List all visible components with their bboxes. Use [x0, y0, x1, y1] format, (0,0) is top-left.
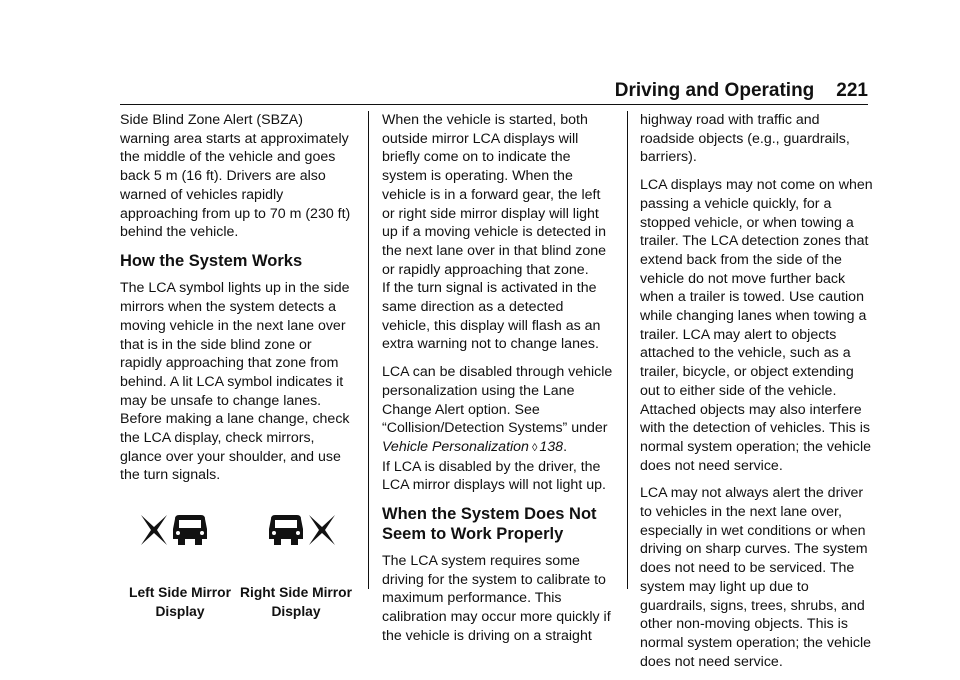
punctuation: . [563, 438, 568, 455]
page-header [615, 80, 868, 102]
page-reference-icon: ◊ [531, 441, 538, 454]
paragraph: LCA displays may not come on when passing a vehicle quickly, for a stopped vehicle, or when towing a trailer. The LCA detection zones that extend back from the side of the vehicle do not move further back when a trailer is towed. Use caution while changing lanes when towing a trailer. LCA may alert to objects attached to the vehicle, such as a trailer, bicycle, or object extending out to either side of the vehicle. Attached objects may also interfere with the detection of vehicles. This is normal system operation; the vehicle does not need service. [640, 177, 873, 474]
paragraph: If LCA is disabled by the driver, the LCA mirror displays will not light up. [382, 458, 606, 494]
heading-system-not-working: When the System Does Not Seem to Work Properly [382, 505, 597, 543]
column-1 [120, 111, 356, 629]
paragraph-text: LCA can be disabled through vehicle personalization using the Lane Change Alert option. See “Collision/Detection Systems” under [382, 364, 613, 437]
paragraph: When the vehicle is started, both outside mirror LCA displays will briefly come on to indicate the system is operating. When the vehicle is in a forward gear, the left or right side mirror display will light up if a moving vehicle is detected in the next lane over in that blind zone or rapidly approaching that zone. [382, 112, 607, 278]
column-divider [368, 111, 369, 589]
mirror-display-figure [120, 511, 356, 629]
paragraph: LCA may not always alert the driver to vehicles in the next lane over, especially in wet conditions or when driving on sharp curves. The system does not need to be serviced. The system may light up due to guardrails, signs, trees, shrubs, and other non-moving objects. This is normal system operation; the vehicle does not need service. [640, 485, 872, 670]
page-number: 221 [836, 80, 868, 101]
right-mirror-display [236, 511, 356, 621]
column-divider [627, 111, 628, 589]
column-3 [640, 111, 876, 680]
left-caption-line2: Display [155, 604, 205, 620]
left-mirror-display [120, 511, 240, 621]
paragraph: highway road with traffic and roadside objects (e.g., guardrails, barriers). [640, 112, 850, 166]
right-caption-line1: Right Side Mirror [240, 585, 352, 601]
paragraph: Side Blind Zone Alert (SBZA) warning area starts at approximately the middle of the vehicle and goes back 5 m (16 ft). Drivers are also warned of vehicles rapidly approaching from up to 70 m (230 ft) behind the vehicle. [120, 112, 351, 241]
cross-reference-link[interactable]: Vehicle Personalization [382, 438, 529, 455]
lca-right-mirror-icon [255, 511, 337, 551]
paragraph: The LCA system requires some driving for the system to calibrate to maximum performance. This calibration may occur more quickly if the vehicle is driving on a straight [382, 553, 611, 644]
paragraph: If the turn signal is activated in the same direction as a detected vehicle, this display will flash as an extra warning not to change lanes. [382, 280, 601, 353]
right-caption-line2: Display [271, 604, 321, 620]
section-title: Driving and Operating [614, 80, 815, 101]
header-rule [120, 104, 868, 105]
heading-how-system-works: How the System Works [120, 251, 303, 270]
cross-reference-page[interactable]: 138 [539, 438, 564, 455]
left-caption-line1: Left Side Mirror [129, 585, 231, 601]
paragraph: The LCA symbol lights up in the side mirrors when the system detects a moving vehicle in the next lane over that is in the side blind zone or rapidly approaching that zone from behind. A lit LCA symbol indicates it may be unsafe to change lanes. Before making a lane change, check the LCA display, check mirrors, glance over your shoulder, and use the turn signals. [120, 280, 350, 484]
lca-left-mirror-icon [139, 511, 221, 551]
paragraph [382, 363, 614, 458]
column-2 [382, 111, 614, 655]
